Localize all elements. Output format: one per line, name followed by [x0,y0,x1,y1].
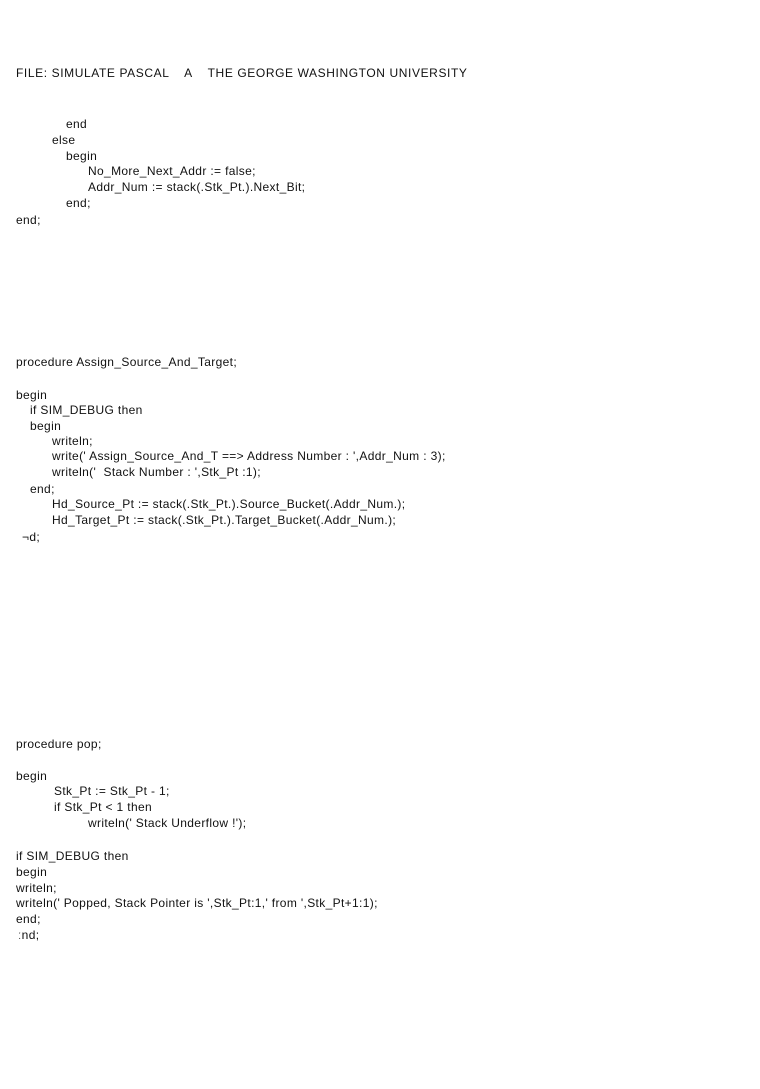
code-line: if SIM_DEBUG then [30,403,143,417]
code-line: No_More_Next_Addr := false; [88,164,256,178]
code-line: begin [30,419,62,433]
procedure-heading: procedure pop; [16,737,102,751]
code-line: begin [66,149,98,163]
code-line: begin [16,769,48,783]
code-line: ːnd; [18,928,40,942]
code-line: end [66,117,88,131]
code-line: Hd_Target_Pt := stack(.Stk_Pt.).Target_Bucket(.Addr_Num.); [52,513,397,527]
code-line: Addr_Num := stack(.Stk_Pt.).Next_Bit; [88,180,306,194]
code-line: if Stk_Pt < 1 then [54,800,153,814]
code-line: Stk_Pt := Stk_Pt - 1; [54,784,170,798]
code-line: writeln; [16,881,57,895]
file-header: FILE: SIMULATE PASCAL A THE GEORGE WASHINGTON UNIVERSITY [16,66,468,80]
code-line: Hd_Source_Pt := stack(.Stk_Pt.).Source_Bucket(.Addr_Num.); [52,497,406,511]
code-line: begin [16,865,48,879]
code-line: writeln; [52,434,93,448]
code-line: end; [16,213,41,227]
code-line: writeln(' Stack Number : ',Stk_Pt :1); [52,465,261,479]
code-line: if SIM_DEBUG then [16,849,129,863]
code-line: else [52,133,76,147]
procedure-heading: procedure Assign_Source_And_Target; [16,355,238,369]
code-line: write(' Assign_Source_And_T ==> Address Number : ',Addr_Num : 3); [52,449,446,463]
code-line: end; [66,196,91,210]
code-line: ¬d; [22,530,41,544]
code-line: end; [16,912,41,926]
code-line: writeln(' Stack Underflow !'); [88,816,247,830]
code-line: end; [30,482,55,496]
code-line: writeln(' Popped, Stack Pointer is ',Stk_Pt:1,' from ',Stk_Pt+1:1); [16,896,378,910]
code-line: begin [16,388,48,402]
